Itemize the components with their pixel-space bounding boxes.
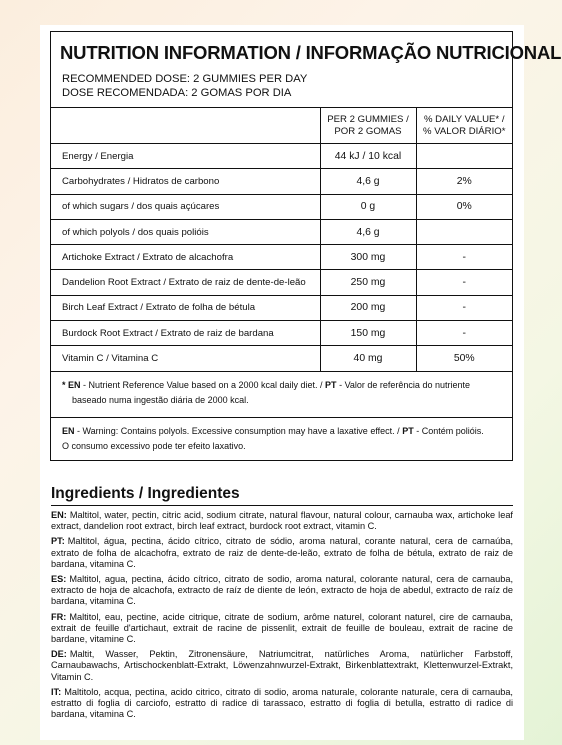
table-row bbox=[51, 346, 512, 371]
warning-sep: - bbox=[74, 426, 83, 437]
nutrient-name: Artichoke Extract / Extrato de alcachofra bbox=[51, 245, 320, 270]
footnote-pt-tag: PT bbox=[325, 380, 337, 391]
recommended-dose bbox=[51, 72, 512, 107]
warning-pt-text: Contém polióis. bbox=[421, 426, 484, 437]
ingredients-text: Maltit, Wasser, Pektin, Zitronensäure, Natriumcitrat, natürliches Aroma, natürlicher Farbstoff, Carnaubawachs, Artischockenblatt-Extrakt, Löwenzahnwurzel-Extrakt, Birkenblattextrakt, Klettenwurzel-Extrakt, Vitamin C. bbox=[51, 649, 513, 682]
header-blank bbox=[51, 108, 320, 144]
table-row bbox=[51, 270, 512, 295]
ingredients-text: Maltitol, water, pectin, citric acid, sodium citrate, natural flavour, natural colour, carnauba wax, artichoke leaf extract, dandelion root extract, birch leaf extract, burdock root extract, vitamin C. bbox=[51, 510, 513, 532]
lang-tag: ES: bbox=[51, 574, 67, 585]
nutrient-name: Energy / Energia bbox=[51, 144, 320, 169]
warning-pt-text-continued: O consumo excessivo pode ter efeito laxativo. bbox=[62, 441, 246, 452]
ingredients-text: Maltitol, eau, pectine, acide citrique, citrate de sodium, arôme naturel, colorant naturel, cire de carnauba, extrait de feuille d'artichaut, extrait de racine de pissenlit, extrait de feuille de bouleau, extrait de racine de bardane, vitamine C. bbox=[51, 611, 513, 645]
nutrient-amount: 250 mg bbox=[320, 270, 416, 295]
footnote-pt-text-continued: baseado numa ingestão diária de 2000 kcal. bbox=[72, 395, 249, 406]
nutrient-dv: - bbox=[416, 270, 512, 295]
nutrient-name: of which polyols / dos quais polióis bbox=[51, 219, 320, 244]
nutrient-name: Vitamin C / Vitamina C bbox=[51, 346, 320, 371]
header-daily-value bbox=[416, 108, 512, 144]
nutrient-amount: 0 g bbox=[320, 194, 416, 219]
nutrient-name: Birch Leaf Extract / Extrato de folha de bétula bbox=[51, 295, 320, 320]
table-row bbox=[51, 245, 512, 270]
footnote-sep: - bbox=[80, 380, 89, 391]
header-dv-line2: % VALOR DIÁRIO* bbox=[423, 125, 506, 137]
table-row bbox=[51, 169, 512, 194]
warning-en-tag: EN bbox=[62, 426, 75, 437]
nutrient-amount: 4,6 g bbox=[320, 169, 416, 194]
nutrient-dv: - bbox=[416, 295, 512, 320]
table-row bbox=[51, 295, 512, 320]
ingredients-en bbox=[51, 510, 513, 532]
ingredients-text: Maltitolo, acqua, pectina, acido citrico, citrato di sodio, aroma naturale, colorante naturale, cera di carnauba, estratto di foglia di carciofo, estratto di radice di tarassaco, estratto di foglia di betulla, estratto di radice di bardana, vitamina C. bbox=[51, 686, 513, 720]
ingredients-title: Ingredients / Ingredientes bbox=[51, 485, 513, 506]
nutrient-dv bbox=[416, 219, 512, 244]
footnote-star: * bbox=[62, 380, 66, 391]
nutrient-amount: 40 mg bbox=[320, 346, 416, 371]
warning-sep: - bbox=[413, 426, 422, 437]
header-per-line2: POR 2 GOMAS bbox=[334, 125, 402, 137]
nutrient-dv: 0% bbox=[416, 194, 512, 219]
table-row bbox=[51, 194, 512, 219]
ingredients-text: Maltitol, agua, pectina, ácido cítrico, citrato de sodio, aroma natural, colorante natural, cera de carnauba, extracto de hoja de alcachofa, extracto de raíz de diente de león, extracto de hoja de abedul, extracto de raíz de bardana, vitamina C. bbox=[51, 574, 513, 607]
product-label bbox=[40, 25, 562, 740]
nutrition-panel bbox=[50, 31, 562, 461]
nutrient-amount: 44 kJ / 10 kcal bbox=[320, 144, 416, 169]
warning-en-text: Warning: Contains polyols. Excessive consumption may have a laxative effect. / bbox=[82, 426, 400, 437]
header-per-serving bbox=[320, 108, 416, 144]
nutrition-table bbox=[51, 107, 512, 371]
header-per-line1: PER 2 GUMMIES / bbox=[327, 114, 409, 125]
ingredients-it bbox=[51, 687, 513, 721]
ingredients-text: Maltitol, água, pectina, ácido cítrico, citrato de sódio, aroma natural, corante natural, cera de carnaúba, extrato de folha de alcachofra, extrato de raiz de dente-de-leão, extrato de folha de bétula, extrato de raiz de bardana, vitamina C. bbox=[51, 536, 513, 569]
nutrient-name: Dandelion Root Extract / Extrato de raiz de dente-de-leão bbox=[51, 270, 320, 295]
footnote-warning bbox=[51, 417, 512, 460]
footnote-en-tag: EN bbox=[68, 380, 81, 391]
ingredients-section bbox=[51, 485, 513, 724]
ingredients-pt bbox=[51, 536, 513, 570]
nutrient-dv bbox=[416, 144, 512, 169]
footnote-sep: - bbox=[336, 380, 345, 391]
lang-tag: FR: bbox=[51, 611, 67, 622]
ingredients-fr bbox=[51, 612, 513, 646]
footnote-pt-text: Valor de referência do nutriente bbox=[344, 380, 470, 391]
nutrient-amount: 200 mg bbox=[320, 295, 416, 320]
nutrient-dv: 2% bbox=[416, 169, 512, 194]
nutrient-amount: 4,6 g bbox=[320, 219, 416, 244]
lang-tag: DE: bbox=[51, 649, 67, 660]
ingredients-es bbox=[51, 574, 513, 608]
nutrient-name: of which sugars / dos quais açúcares bbox=[51, 194, 320, 219]
nutrition-title: NUTRITION INFORMATION / INFORMAÇÃO NUTRICIONAL bbox=[60, 42, 562, 63]
lang-tag: IT: bbox=[51, 686, 62, 697]
nutrient-amount: 150 mg bbox=[320, 321, 416, 346]
dose-en: RECOMMENDED DOSE: 2 GUMMIES PER DAY bbox=[62, 73, 308, 85]
table-row bbox=[51, 219, 512, 244]
warning-line1 bbox=[62, 424, 502, 439]
header-dv-line1: % DAILY VALUE* / bbox=[423, 114, 505, 125]
lang-tag: EN: bbox=[51, 510, 67, 520]
lang-tag: PT: bbox=[51, 536, 65, 547]
nutrient-name: Carbohydrates / Hidratos de carbono bbox=[51, 169, 320, 194]
table-row bbox=[51, 144, 512, 169]
footnote-line1 bbox=[62, 378, 502, 393]
dose-pt: DOSE RECOMENDADA: 2 GOMAS POR DIA bbox=[62, 87, 292, 99]
nutrient-name: Burdock Root Extract / Extrato de raiz de bardana bbox=[51, 321, 320, 346]
footnote-en-text: Nutrient Reference Value based on a 2000 kcal daily diet. / bbox=[88, 380, 323, 391]
nutrient-dv: - bbox=[416, 321, 512, 346]
nutrient-amount: 300 mg bbox=[320, 245, 416, 270]
ingredients-de bbox=[51, 649, 513, 683]
table-row bbox=[51, 321, 512, 346]
warning-pt-tag: PT bbox=[402, 426, 414, 437]
table-header-row bbox=[51, 108, 512, 144]
nutrient-dv: - bbox=[416, 245, 512, 270]
nutrient-dv: 50% bbox=[416, 346, 512, 371]
footnote-daily-value bbox=[51, 371, 512, 417]
